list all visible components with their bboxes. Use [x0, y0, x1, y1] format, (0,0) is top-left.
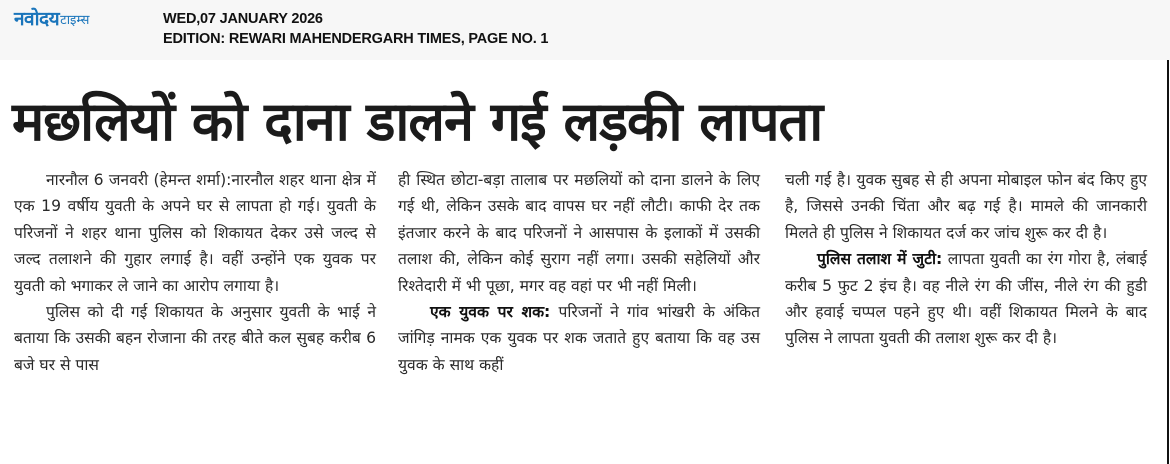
paragraph	[785, 167, 1147, 246]
paragraph-text: ही स्थित छोटा-बड़ा तालाब पर मछलियों को दाना डालने के लिए गई थी, लेकिन उसके बाद वापस घर नहीं लौटी। काफी देर तक इंतजार करने के बाद परिजनों ने आसपास के इलाकों में उसकी तलाश की, लेकिन कोई सुराग नहीं लगा। उसकी सहेलियों और रिश्तेदारी में भी पूछा, मगर वह वहां पर भी नहीं मिली।	[398, 171, 760, 295]
paragraph-text: पुलिस को दी गई शिकायत के अनुसार युवती के भाई ने बताया कि उसकी बहन रोजाना की तरह बीते कल सुबह करीब 6 बजे घर से पास	[14, 303, 376, 374]
newspaper-logo[interactable]	[14, 8, 89, 30]
paragraph	[14, 167, 376, 299]
subheading-police-talash: पुलिस तलाश में जुटी:	[817, 250, 943, 269]
paragraph	[398, 167, 760, 299]
logo-sub-text: टाइम्स	[60, 13, 90, 28]
paragraph	[14, 299, 376, 378]
paragraph-text: परिजनों ने गांव भांखरी के अंकित जांगिड़ नामक एक युवक पर शक जताते हुए बताया कि वह उस युवक के साथ कहीं	[398, 303, 760, 374]
article-column-1	[14, 167, 376, 378]
edition-meta	[163, 9, 548, 49]
paragraph	[398, 299, 760, 378]
date-line: WED,07 JANUARY 2026	[163, 11, 323, 27]
paragraph-text: लापता युवती का रंग गोरा है, लंबाई करीब 5 फुट 2 इंच है। वह नीले रंग की जींस, नीले रंग की हुडी और हवाई चप्पल पहने हुए थी। वहीं शिकायत मिलने के बाद पुलिस ने लापता युवती की तलाश शुरू कर दी है।	[785, 250, 1147, 348]
paragraph	[785, 246, 1147, 352]
subheading-ek-yuvak-par-shak: एक युवक पर शक:	[430, 303, 551, 322]
page-border-rule	[1167, 60, 1169, 464]
edition-header-bar	[0, 0, 1170, 60]
article-headline: मछलियों को दाना डालने गई लड़की लापता	[12, 90, 823, 153]
paragraph-text: नारनौल 6 जनवरी (हेमन्त शर्मा):नारनौल शहर थाना क्षेत्र में एक 19 वर्षीय युवती के अपने घर से लापता हो गई। युवती के परिजनों ने शहर थाना पुलिस को शिकायत देकर उसे जल्द से जल्द तलाशने की गुहार लगाई है। वहीं उन्होंने एक युवक पर युवती को भगाकर ले जाने का आरोप लगाया है।	[14, 171, 376, 295]
article-column-2	[398, 167, 760, 378]
edition-line: EDITION: REWARI MAHENDERGARH TIMES, PAGE NO. 1	[163, 31, 549, 47]
article-column-3	[785, 167, 1147, 352]
logo-main-text: नवोदय	[14, 8, 60, 30]
paragraph-text: चली गई है। युवक सुबह से ही अपना मोबाइल फोन बंद किए हुए है, जिससे उनकी चिंता और बढ़ गई है। मामले की जानकारी मिलते ही पुलिस ने शिकायत दर्ज कर जांच शुरू कर दी है।	[785, 171, 1147, 242]
